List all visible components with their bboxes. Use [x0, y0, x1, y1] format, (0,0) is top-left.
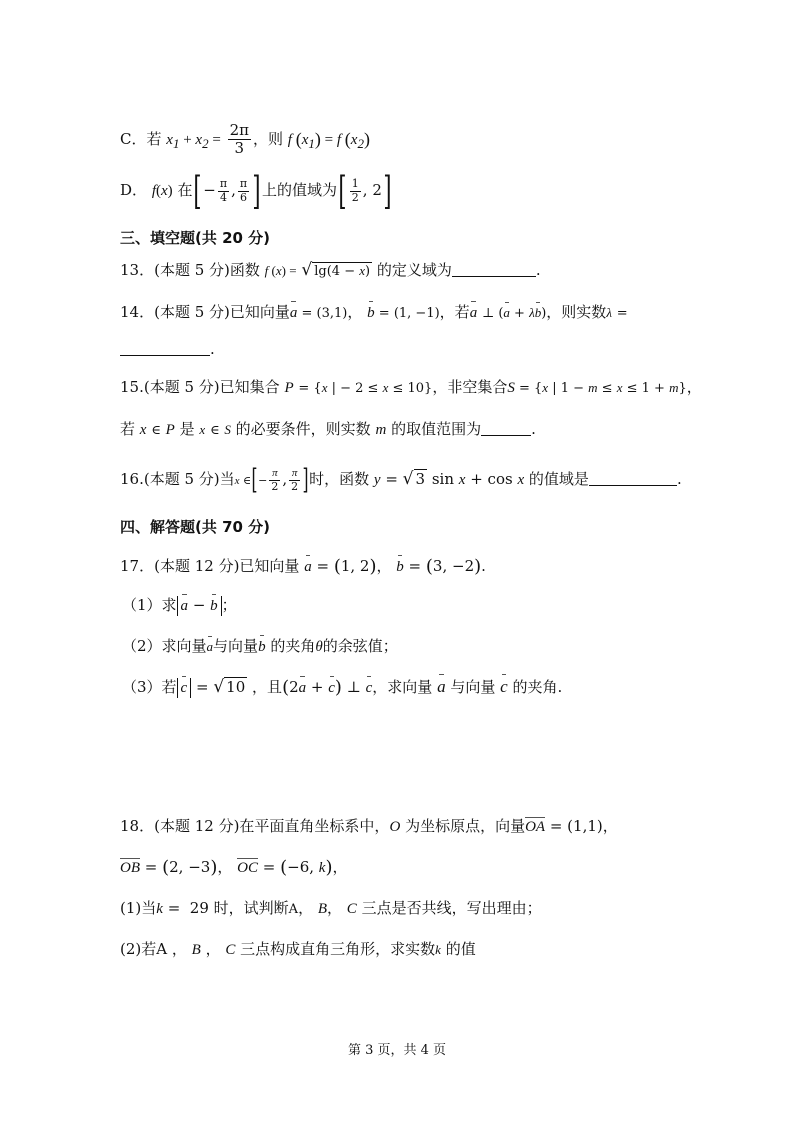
question-15-line2: 若 x ∈ P 是 x ∈ S 的必要条件，则实数 m 的取值范围为 . — [120, 420, 536, 438]
question-13: 13．(本题 5 分)函数 f (x) = √ lg(4 − x) 的定义域为 . — [120, 260, 541, 280]
option-c: C．若 $x_1 + x_2$ = $\frac{2\pi}{3}$ ，则 f $(x_1) = f$ $(x_2)$ — [120, 121, 370, 158]
section-4-heading: 四、解答题(共 70 分) — [120, 518, 271, 536]
section-3-heading: 三、填空题(共 20 分) — [120, 229, 271, 247]
fraction-2pi-over-3: $\frac{2\pi}{3}$ — [229, 121, 249, 158]
answer-blank-16[interactable] — [589, 471, 677, 486]
question-15: 15.(本题 5 分)已知集合 P = {x | − 2 ≤ x ≤ 10}，非空集合S = {x | 1 − m ≤ x ≤ 1 + m}， — [120, 378, 702, 396]
question-17-part3: （3）若 c = √ 10 ，且(2a + c) ⊥ c，求向量 a 与向量 c 的夹角. — [122, 677, 563, 698]
question-18-vectors: OB = (2, −3)， OC = (−6, k)， — [120, 857, 348, 878]
option-d: D． f(x) 在[− $\frac{\pi}{4}$ , $\frac{\pi}{6}$ ]上的值域为[ $\frac{1}{2}$ , 2] — [120, 169, 392, 213]
question-17-part1: （1）求 a − b ； — [122, 596, 237, 614]
question-16: 16.(本题 5 分)当x ∈[− $\frac{\pi}{2}$ , $\frac{\pi}{2}$ ]时，函数 y = √ 3 sin x + cos x 的值域是 . — [120, 463, 682, 496]
question-18-part2: (2)若A ， B ， C 三点构成直角三角形，求实数k 的值 — [120, 940, 476, 958]
question-17-part2: （2）求向量a与向量b 的夹角θ的余弦值； — [122, 637, 398, 655]
question-14-answer: . — [120, 340, 215, 358]
page-footer: 第 3 页，共 4 页 — [347, 1043, 447, 1058]
question-14: 14．(本题 5 分)已知向量a = (3,1)， b = (1, −1)，若a ⊥ (a + λb)，则实数λ = — [120, 303, 628, 321]
answer-blank-14[interactable] — [120, 341, 210, 356]
answer-blank-13[interactable] — [452, 262, 536, 277]
question-18-part1: (1)当k = 29 时，试判断A， B， C 三点是否共线，写出理由； — [120, 899, 542, 917]
answer-blank-15[interactable] — [481, 421, 531, 436]
question-18: 18．(本题 12 分)在平面直角坐标系中，O 为坐标原点，向量OA = (1,1)， — [120, 817, 618, 835]
question-17: 17．(本题 12 分)已知向量 a = (1, 2)， b = (3, −2). — [120, 556, 486, 577]
